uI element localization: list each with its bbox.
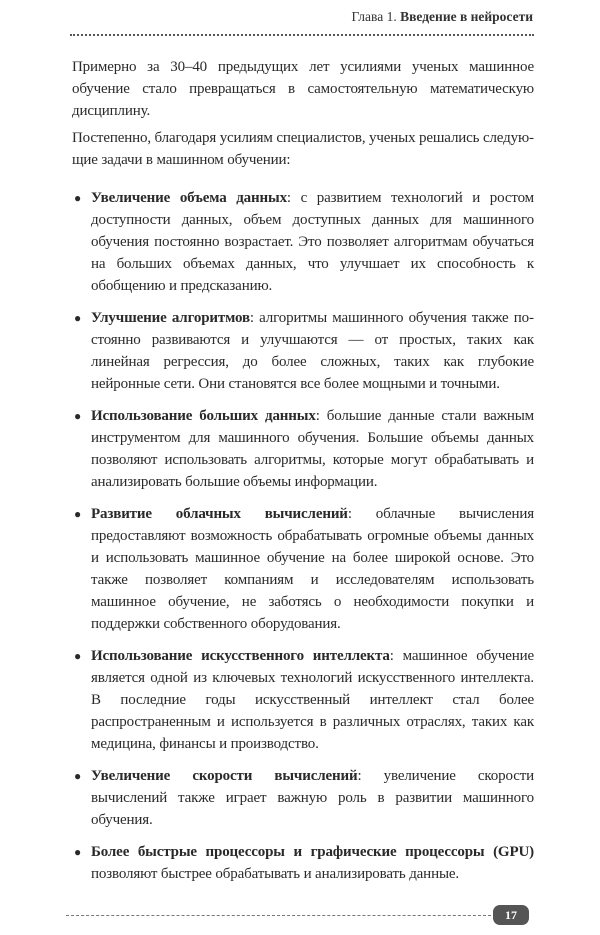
item-term: Увеличение скорости вычислений xyxy=(91,768,358,784)
list-item xyxy=(72,187,534,297)
bullet-icon: ● xyxy=(74,649,82,663)
chapter-number: Глава 1. xyxy=(351,9,397,24)
footer-divider xyxy=(66,915,491,916)
item-term: Улучшение алгоритмов xyxy=(91,310,250,326)
item-term: Более быстрые процессоры и графические процессоры (GPU) xyxy=(91,844,534,860)
paragraph: Постепенно, благодаря усилиям специалистов, ученых решались следующие задачи в машинном обучении: xyxy=(72,130,534,168)
bullet-icon: ● xyxy=(74,845,82,859)
list-item xyxy=(72,765,534,831)
item-term: Увеличение объема данных xyxy=(91,190,287,206)
item-text: : машинное обучение является одной из ключевых технологий искусственного интеллекта. В последние годы искусственный интеллект стал более распространенным и используется в различных отраслях, таких как медицина, финансы и производство. xyxy=(91,648,534,752)
item-text: : увеличение скорости вычислений также играет важную роль в развитии машинного обучения. xyxy=(91,768,534,828)
item-text: : облачные вычисления предоставляют возможность обрабатывать огромные объемы данных и использовать машинное обучение на более широкой основе. Это также позволяет компаниям и исследователям использовать машинное обучение, не заботясь о необходимости покупки и поддержки собственного оборудования. xyxy=(91,506,534,632)
list-item xyxy=(72,841,534,885)
item-text: : с развитием технологий и ростом доступности данных, объем доступных данных для машинного обучения постоянно возрастает. Это позволяет алгоритмам обучаться на больших объемах данных, что улучшает их способность к обобщению и предсказанию. xyxy=(91,190,534,294)
page-footer xyxy=(66,905,529,927)
bullet-icon: ● xyxy=(74,191,82,205)
bullet-list xyxy=(72,187,534,885)
running-header xyxy=(352,8,533,26)
list-item xyxy=(72,503,534,635)
bullet-icon: ● xyxy=(74,311,82,325)
chapter-title: Введение в нейросети xyxy=(400,9,533,24)
list-item xyxy=(72,405,534,493)
page-body xyxy=(72,0,534,885)
list-item xyxy=(72,307,534,395)
item-term: Развитие облачных вычислений xyxy=(91,506,348,522)
item-term: Использование больших данных xyxy=(91,408,316,424)
bullet-icon: ● xyxy=(74,507,82,521)
item-term: Использование искусственного интеллекта xyxy=(91,648,390,664)
item-text: : большие данные стали важным инструментом для машинного обучения. Большие объемы данных позволяют использовать алгоритмы, которые могут обрабатывать и анализировать большие объемы информации. xyxy=(91,408,534,490)
header-divider xyxy=(70,34,534,36)
bullet-icon: ● xyxy=(74,769,82,783)
item-text: позволяют быстрее обрабатывать и анализировать данные. xyxy=(91,866,459,882)
list-item xyxy=(72,645,534,755)
paragraph: Примерно за 30–40 предыдущих лет усилиями ученых машинное обучение стало превращаться в самостоятельную математическую дисциплину. xyxy=(72,59,534,119)
bullet-icon: ● xyxy=(74,409,82,423)
item-text: : алгоритмы машинного обучения также постоянно развиваются и улучшаются — от простых, таких как линейная регрессия, до более сложных, таких как глубокие нейронные сети. Они становятся все более мощными и точными. xyxy=(91,310,535,392)
page-number: 17 xyxy=(493,905,529,925)
